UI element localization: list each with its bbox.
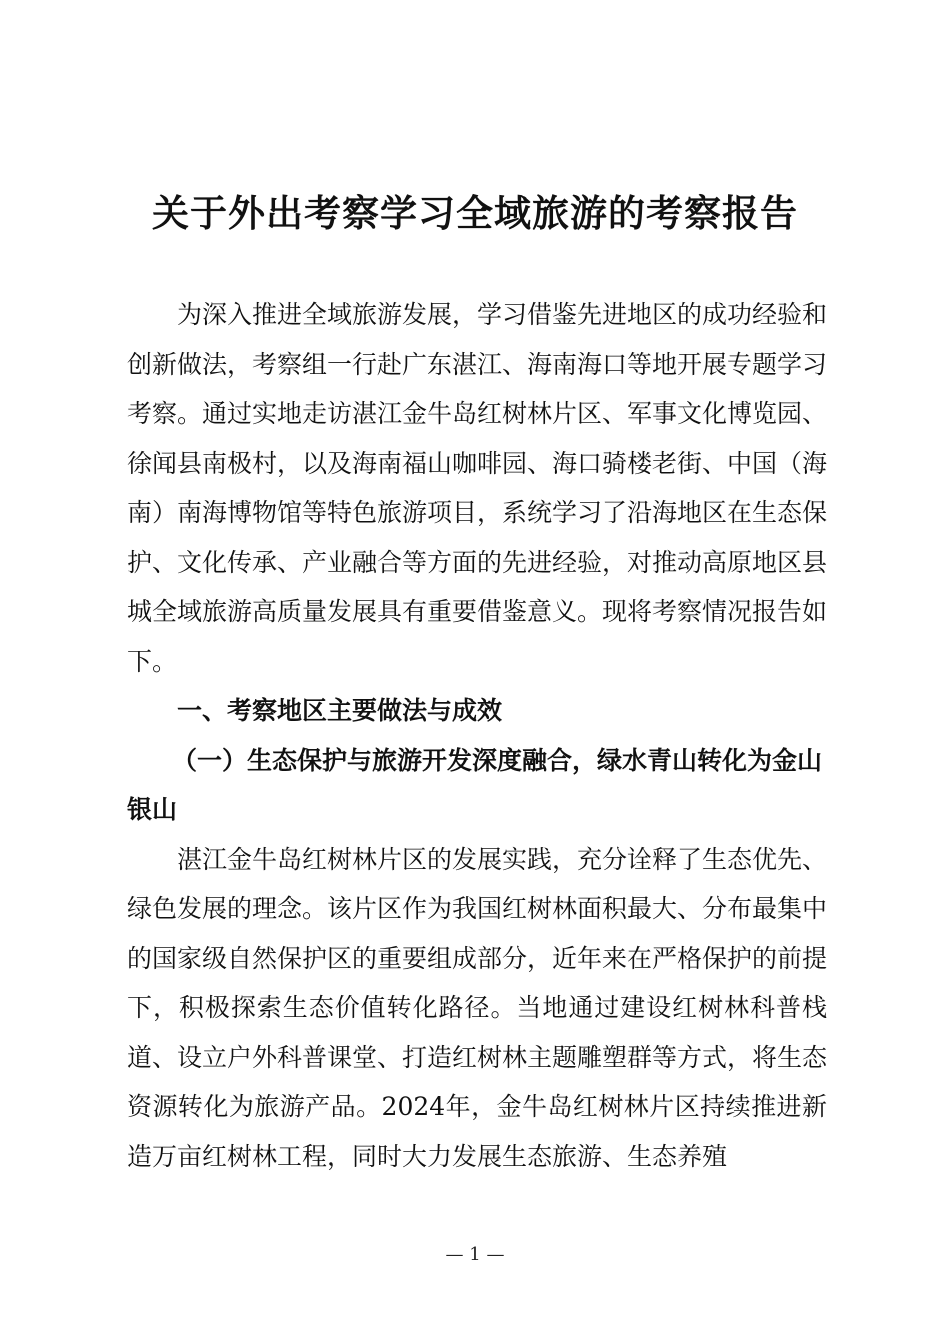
intro-paragraph: 为深入推进全域旅游发展，学习借鉴先进地区的成功经验和创新做法，考察组一行赴广东湛江、海南海口等地开展专题学习考察。通过实地走访湛江金牛岛红树林片区、军事文化博览园、徐闻县南极村，以及海南福山咖啡园、海口骑楼老街、中国（海南）南海博物馆等特色旅游项目，系统学习了沿海地区在生态保护、文化传承、产业融合等方面的先进经验，对推动高原地区县城全域旅游高质量发展具有重要借鉴意义。现将考察情况报告如下。 <box>127 300 828 676</box>
body-paragraph: 湛江金牛岛红树林片区的发展实践，充分诠释了生态优先、绿色发展的理念。该片区作为我国红树林面积最大、分布最集中的国家级自然保护区的重要组成部分，近年来在严格保护的前提下，积极探索生态价值转化路径。当地通过建设红树林科普栈道、设立户外科普课堂、打造红树林主题雕塑群等方式，将生态资源转化为旅游产品。2024年，金牛岛红树林片区持续推进新造万亩红树林工程，同时大力发展生态旅游、生态养殖 <box>127 844 828 1171</box>
section-heading: 一、考察地区主要做法与成效 <box>177 696 503 725</box>
subsection-heading: （一）生态保护与旅游开发深度融合，绿水青山转化为金山银山 <box>127 745 823 824</box>
document-title: 关于外出考察学习全域旅游的考察报告 <box>152 192 798 235</box>
document-body <box>127 290 827 1181</box>
page-number: — 1 — <box>445 1244 505 1265</box>
